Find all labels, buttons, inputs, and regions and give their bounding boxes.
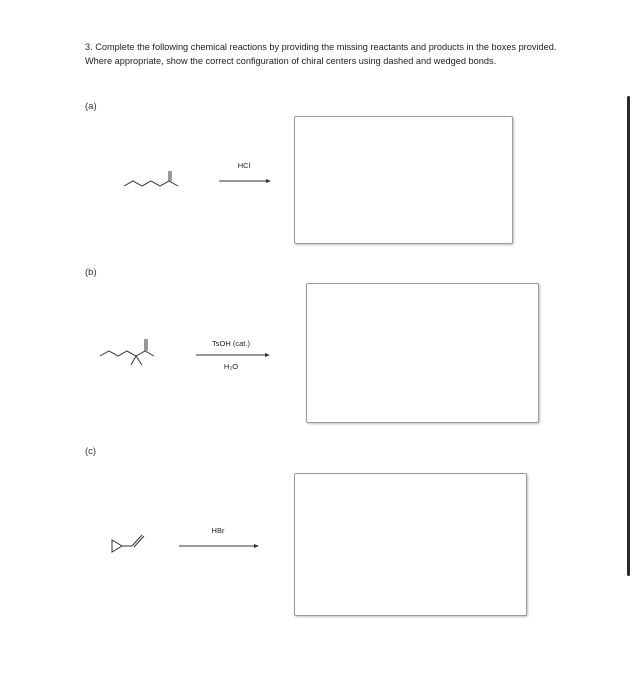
- reaction-a-label: (a): [85, 101, 97, 112]
- reaction-b-label: (b): [85, 267, 97, 278]
- reactant-b-structure: [98, 334, 164, 370]
- answer-box-b[interactable]: [306, 283, 539, 423]
- reactant-a-structure: [120, 168, 190, 196]
- reaction-b-arrow: [196, 351, 270, 359]
- answer-box-c[interactable]: [294, 473, 527, 616]
- reaction-c-reagent: HBr: [211, 526, 225, 535]
- scrollbar[interactable]: [627, 96, 630, 576]
- reactant-c-structure: [110, 532, 154, 556]
- question-text: 3. Complete the following chemical reactions by providing the missing reactants and products in the boxes provided. Where appropriate, show the correct configuration of chiral centers using dashed and wedged bonds.: [85, 42, 557, 66]
- reaction-a-reagent: HCl: [237, 161, 251, 170]
- reaction-c-arrow: [179, 542, 259, 550]
- reaction-b-reagent-bottom: H₂O: [223, 362, 239, 371]
- reaction-a-arrow: [219, 177, 271, 185]
- reaction-c-label: (c): [85, 446, 97, 457]
- reaction-b-reagent-top: TsOH (cat.): [212, 339, 250, 348]
- answer-box-a[interactable]: [294, 116, 513, 244]
